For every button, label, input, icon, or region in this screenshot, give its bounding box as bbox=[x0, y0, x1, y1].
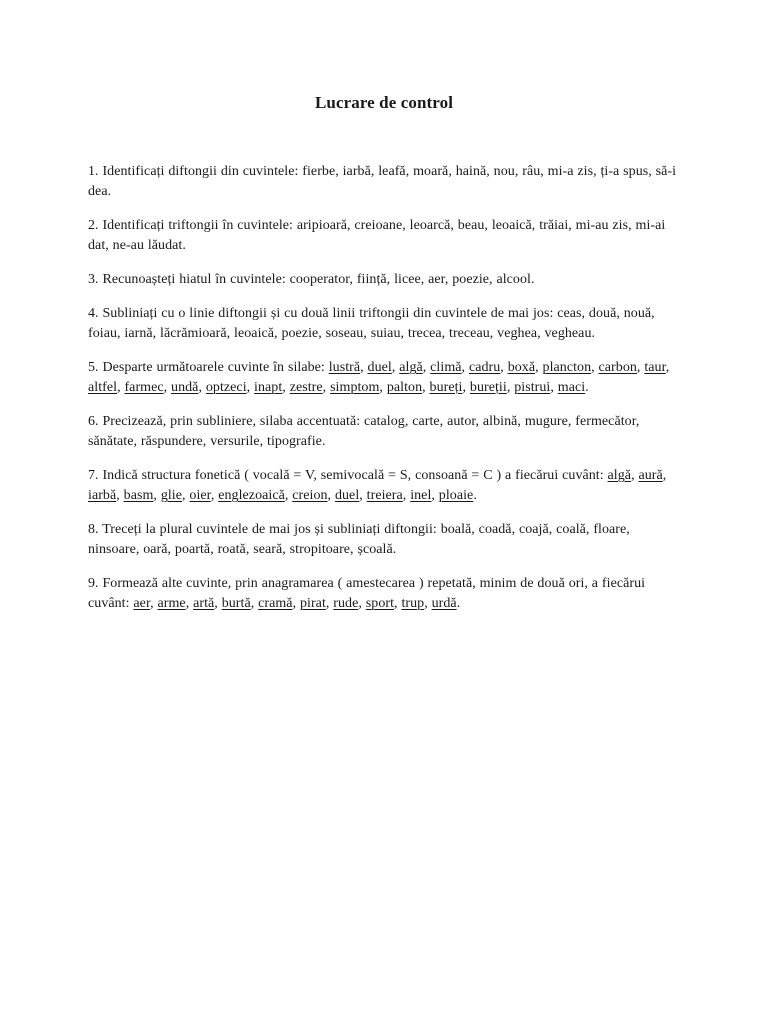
exercise-text: , bbox=[631, 468, 639, 483]
underlined-word: pirat bbox=[299, 596, 326, 611]
underlined-word: maci bbox=[557, 380, 586, 395]
exercise-text: , bbox=[535, 360, 543, 375]
exercise-text: , bbox=[662, 468, 667, 483]
exercise-text: , bbox=[282, 380, 290, 395]
underlined-word: altfel bbox=[88, 380, 118, 395]
underlined-word: inapt bbox=[254, 380, 283, 395]
exercise-text: 7. Indică structura fonetică ( vocală = V, semivocală = S, consoană = C ) a fiecărui cuvânt: bbox=[88, 468, 608, 483]
underlined-word: bureți bbox=[429, 380, 463, 395]
underlined-word: inel bbox=[410, 488, 432, 503]
underlined-word: urdă bbox=[431, 596, 457, 611]
exercise-text: , bbox=[500, 360, 508, 375]
exercise-item bbox=[88, 216, 684, 256]
exercise-text: , bbox=[185, 596, 194, 611]
underlined-word: aer bbox=[133, 596, 151, 611]
exercise-text: , bbox=[665, 360, 670, 375]
exercise-text: , bbox=[391, 360, 400, 375]
exercise-item bbox=[88, 412, 684, 452]
exercise-text: , bbox=[379, 380, 387, 395]
underlined-word: rude bbox=[333, 596, 359, 611]
underlined-word: optzeci bbox=[205, 380, 247, 395]
underlined-word: palton bbox=[386, 380, 423, 395]
underlined-word: climă bbox=[430, 360, 462, 375]
exercise-text: , bbox=[214, 596, 222, 611]
underlined-word: simptom bbox=[330, 380, 380, 395]
underlined-word: arme bbox=[157, 596, 186, 611]
underlined-word: treiera bbox=[366, 488, 403, 503]
underlined-word: basm bbox=[123, 488, 154, 503]
exercise-text: , bbox=[424, 596, 432, 611]
exercise-text: , bbox=[116, 488, 124, 503]
exercise-item bbox=[88, 466, 684, 506]
exercise-text: , bbox=[153, 488, 161, 503]
exercise-text: , bbox=[292, 596, 300, 611]
exercise-text: , bbox=[117, 380, 125, 395]
underlined-word: carbon bbox=[598, 360, 637, 375]
exercise-text: , bbox=[636, 360, 645, 375]
underlined-word: cadru bbox=[468, 360, 501, 375]
underlined-word: burtă bbox=[221, 596, 251, 611]
exercise-text: , bbox=[358, 596, 366, 611]
exercise-text: , bbox=[246, 380, 255, 395]
exercise-text: , bbox=[322, 380, 331, 395]
underlined-word: duel bbox=[367, 360, 392, 375]
underlined-word: lustră bbox=[328, 360, 361, 375]
exercise-text: , bbox=[461, 360, 469, 375]
exercise-text: , bbox=[210, 488, 219, 503]
underlined-word: oier bbox=[189, 488, 211, 503]
exercise-text: , bbox=[402, 488, 411, 503]
exercise-text: . bbox=[585, 380, 589, 395]
exercise-text: 5. Desparte următoarele cuvinte în silabe: bbox=[88, 360, 329, 375]
exercise-text: 2. Identificați triftongii în cuvintele: aripioară, creioane, leoarcă, beau, leoaică, trăiai, mi-au zis, mi-ai dat, ne-au lăudat. bbox=[88, 218, 666, 253]
exercise-text: , bbox=[506, 380, 515, 395]
underlined-word: algă bbox=[607, 468, 632, 483]
exercise-text: , bbox=[150, 596, 158, 611]
underlined-word: iarbă bbox=[88, 488, 117, 503]
underlined-word: cramă bbox=[258, 596, 293, 611]
exercise-item bbox=[88, 358, 684, 398]
exercise-text: , bbox=[198, 380, 206, 395]
exercise-text: , bbox=[462, 380, 470, 395]
underlined-word: ploaie bbox=[438, 488, 474, 503]
exercise-text: , bbox=[591, 360, 599, 375]
exercise-text: , bbox=[182, 488, 190, 503]
exercise-text: , bbox=[284, 488, 293, 503]
underlined-word: taur bbox=[644, 360, 666, 375]
exercise-text: . bbox=[473, 488, 477, 503]
underlined-word: englezoaică bbox=[218, 488, 285, 503]
exercise-text: , bbox=[163, 380, 172, 395]
exercise-text: . bbox=[456, 596, 461, 611]
exercise-text: , bbox=[359, 488, 367, 503]
underlined-word: artă bbox=[193, 596, 215, 611]
underlined-word: bureții bbox=[469, 380, 507, 395]
exercise-text: 3. Recunoașteți hiatul în cuvintele: cooperator, ființă, licee, aer, poezie, alcool. bbox=[88, 272, 535, 287]
underlined-word: glie bbox=[160, 488, 183, 503]
exercise-text: , bbox=[422, 360, 431, 375]
underlined-word: aură bbox=[638, 468, 663, 483]
underlined-word: zestre bbox=[289, 380, 323, 395]
exercise-item bbox=[88, 162, 684, 202]
exercise-text: 6. Precizează, prin subliniere, silaba accentuată: catalog, carte, autor, albină, mugure, fermecător, sănătate, răspundere, versurile, tipografie. bbox=[88, 414, 640, 449]
underlined-word: farmec bbox=[124, 380, 164, 395]
exercise-text: , bbox=[394, 596, 402, 611]
underlined-word: pistrui bbox=[514, 380, 551, 395]
exercise-text: 4. Subliniați cu o linie diftongii și cu două linii triftongii din cuvintele de mai jos: ceas, două, nouă, foiau, iarnă, lăcrămioară, leoaică, poezie, soseau, suiau, trecea, treceau, veghea, vegheau. bbox=[88, 306, 655, 341]
exercise-item bbox=[88, 270, 684, 290]
exercise-text: , bbox=[422, 380, 430, 395]
exercise-text: 9. Formează alte cuvinte, prin anagramarea ( amestecarea ) repetată, minim de două ori, a fiecărui cuvânt: bbox=[88, 576, 646, 611]
exercise-text: , bbox=[325, 596, 334, 611]
exercise-text: , bbox=[550, 380, 558, 395]
exercise-text: , bbox=[431, 488, 439, 503]
exercise-text: 8. Treceți la plural cuvintele de mai jos și subliniați diftongii: boală, coadă, coajă, coală, floare, ninsoare, oară, poartă, roată, seară, stropitoare, școală. bbox=[88, 522, 630, 557]
underlined-word: duel bbox=[334, 488, 360, 503]
underlined-word: algă bbox=[399, 360, 423, 375]
underlined-word: undă bbox=[171, 380, 199, 395]
underlined-word: creion bbox=[292, 488, 328, 503]
exercise-item bbox=[88, 520, 684, 560]
exercise-text: , bbox=[250, 596, 259, 611]
underlined-word: boxă bbox=[507, 360, 536, 375]
underlined-word: plancton bbox=[542, 360, 592, 375]
underlined-word: trup bbox=[401, 596, 425, 611]
page-title: Lucrare de control bbox=[314, 93, 454, 112]
exercise-item bbox=[88, 574, 684, 614]
underlined-word: sport bbox=[365, 596, 395, 611]
exercise-text: , bbox=[327, 488, 335, 503]
exercise-list bbox=[88, 162, 684, 628]
exercise-text: 1. Identificați diftongii din cuvintele: fierbe, iarbă, leafă, moară, haină, nou, râu, mi-a zis, ți-a spus, să-i dea. bbox=[88, 164, 677, 199]
exercise-text: , bbox=[360, 360, 368, 375]
exercise-item bbox=[88, 304, 684, 344]
